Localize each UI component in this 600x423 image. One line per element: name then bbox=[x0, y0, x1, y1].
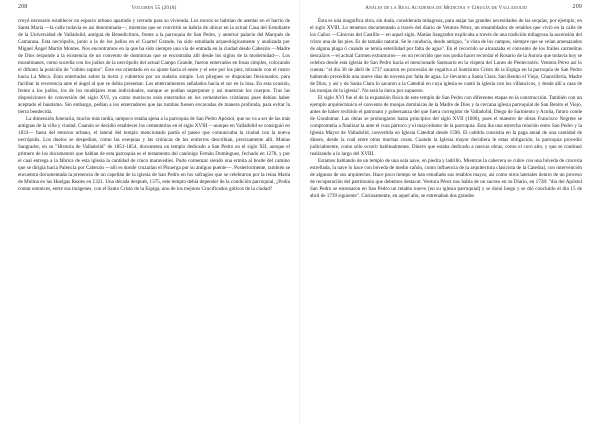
right-paragraph-3: Estamos hablando de un templo de una sola nave, en piedra y ladrillo. Mientras la cabecera se cubre con una bóveda de crucería estrellada, la nave lo hace con bóveda de medio cañón, como influencia de la arquitectura clasicista de la Catedral, con intervención de algunos de sus arquitectos. Hace poco tiempo se han estudiado sus retablos mayor, así como otros laterales dentro de un proceso de recuperación del patrimonio que debemos destacar. Ventura Pérez nos habla de un suceso en su Diario, en 1738: "día del Apóstol San Pedro se estrenaron en San Pedro un retablo nuevo [en su iglesia parroquial] y se donó luego y se dió concluido el día 15 de abril de 1739 siguiente". Curiosamente, en aquel año, se estrenaban dos grandes bbox=[310, 158, 582, 200]
right-running-head: Anales de la Real Academia de Medicina y Cirugía de Valladolid bbox=[365, 4, 527, 11]
left-running-header bbox=[18, 4, 290, 14]
left-paragraph-2: La dimensión funeraria, mucho más tardía, tampoco estaba ajena a la parroquia de San Pedro Apóstol, que no va a ser de las más antiguas de la villa y ciudad. Cuando se decidió establecer los cementerios en el siglo XVIII —aunque en Valladolid se consiguió en 1833— fuera del entorno urbano, el lateral del templo mencionado partía el paseo que comunicaba la ciudad con la nueva necrópolis. Los duelos se despedían, como las exequias y las crónicas de los entierros describían, precisamente allí. Matías Sangrador, en su "Historia de Valladolid" de 1851-1854, documenta un templo dedicado a San Pedro en el siglo XII, aunque el primero de los documentos que hablan de esta parroquia es el testamento del canónigo Fernán Domínguez, fechado en 1278, y por el cual entrega a la fábrica de esta iglesia la cantidad de cinco maravedíes. Pudo comenzar siendo una ermita al borde del camino que se dirigía hacia Palencia por Cabezón —allí es donde cruzarían el Pisuerga por su antiguo puente—. Posteriormente, también se encuentra documentada la presencia de un capellán de la iglesia de San Pedro en los sufragios que se celebraron por la reina María de Molina en las Huelgas Reales en 1321. Una década después, 1375, este templo debía depender de la condición parroquial, ¿Podía contar entonces, entre sus imágenes, con el Santo Cristo de la Espiga, uno de los mejores Crucificados góticos de la ciudad? bbox=[18, 116, 290, 193]
left-page-number: 208 bbox=[18, 4, 28, 10]
left-running-head: Volumen 55 (2018) bbox=[131, 4, 177, 11]
right-running-header bbox=[310, 4, 582, 14]
right-paragraph-1: Ésta es una magnífica obra, sin duda, considerada milagrosa, para atajar las grandes necesidades de las sequías, por ejemplo, en el siglo XVIII. Lo tenemos documentado a través del diario de Ventura Pérez, un ensamblador de retablos que vivió en la calle de los Caños —Cánovas del Castillo— en aquel siglo. Matías Sangrador explicaba a través de una tradición milagrosa la ascensión del cristo una de las pies. Es de tamaño natural. Se le conducía, desde antiguo, "a vista de los campos, siempre que se veían amenazados de alguna plaga ó cuando se temía esterilidad por falta de agua". En el recorrido se alcanzaba el convento de los frailes carmelitas descalzos —el actual Carmen extramuros— en un recorrido que nos podía hacer recordar el Rosario de la Aurora que todavía hoy se celebra desde esta iglesia de San Pedro hacia el mencionado Santuario en la víspera del Lunes de Pentecostés. Ventura Pérez así lo cuenta: "el día 30 de abril de 1737 sacaron en procesión de rogativa al Santísimo Cristo de la Espiga en la parroquia de San Pedro habiendo precedido una nueve días de novena por falta de agua. Le llevaron a Santa Clara, San Benito el Viejo, Chancillería, Madre de Dios, y así y de Santa Clara lo sacaron a la Catedral en cuya iglesia se cantó la iglesia con los villancicos, y desde allí a casa de las monjas de la iglesia". No será la única por supuesto. bbox=[310, 18, 582, 95]
right-page-number: 209 bbox=[572, 4, 582, 10]
right-paragraph-2: El siglo XVI fue el de la expansión física de este templo de San Pedro con diferentes etapas en la construcción. También con un ejemplo arquitectónico el convento de monjas dominicas de la Madre de Dios y la cercana iglesia parroquial de San Benito el Viejo, antes de haber recibido el patronato y gobernanza del que fuera corregidor de Valladolid, Diego de Sarmiento y Acuña, futuro conde de Gondomar. Las obras se prolongaron hasta principios del siglo XVII (1606), pues el maestro de obras Francisco Negrete se comprometía a finalizar la ante el cura párroco y el mayordomo de la parroquia. Esta iba una estrecha relación entre San Pedro y la Iglesia Mayor de Valladolid, convertida en Iglesia Catedral desde 1596. El cabildo consistía en la paga anual de una cantidad de dinero, desde la cual entre otras muchas cosas. Cuando la Iglesia mayor decidiera le estas obligación, la parroquia procedió judicialmente, como sólo ocurrir habitualmente. Dinero que estaba dedicado a nuevas obras, como el coro alto, y que se continuó realizando a lo largo del XVIII. bbox=[310, 95, 582, 158]
right-page bbox=[310, 0, 582, 423]
left-paragraph-1: creyó necesario establecer un espacio urbano apartado y cerrado para su vivienda. Los moros se habrían de asentar en el barrio de Santa María —la calle todavía es así denominada—, mientras que se convirtió se habría de ubicar en la actual Casa del Estudiante de la Universidad de Valladolid, antigua de Benedictinos, frente a la parroquia de San Pedro, y anterior palacio del Marqués de Camarasa. Esta necrópolis, junto a la de los judíos en el Cuartel Grande, ha sido estudiada arqueológicamente y analizada por Miguel Ángel Martín Montes. Nos encontramos en la que ha sido siempre una vía de entrada en la ciudad desde Cabezón —Madre de Dios responde a la existencia de un convento de dominicas que se encontraba allí desde los siglos de la modernidad—. Los musulmanes, como sucedía con los judíos de la necrópolis del actual Campo Grande, fueron enterrados en fosas simples, colocando el difunto la posición de "cúbito supino". Éste era orientado en su ajuste hacia el oeste y el este por los pies, mirando con el rostro hacia La Meca. Eran enterrados sobre la tierra y cubiertos por un sudario simple. Los pliegues se disponían flexionados, para facilitar la reverencia ante el ángel al que se debía presentar. Los enterramientos señalados hacia el sur en la losa. En esta ocasión, frente a los judíos, los de los mudéjares eran individuales, aunque se podían superponer y así muestran los cuerpos. Tras las disposiciones de conversión del siglo XVI, ya como moriscos eran enterrados en los cementerios cristianos pues debían haber aceptado el bautismo. Sin embargo, pedían a los enterradores que las tumbas fuesen excavadas de manera profunda, para evitar la tierra bendecida. bbox=[18, 18, 290, 116]
left-page bbox=[18, 0, 290, 423]
left-page-body bbox=[18, 18, 290, 413]
right-page-body bbox=[310, 18, 582, 413]
page-gutter bbox=[299, 0, 300, 423]
